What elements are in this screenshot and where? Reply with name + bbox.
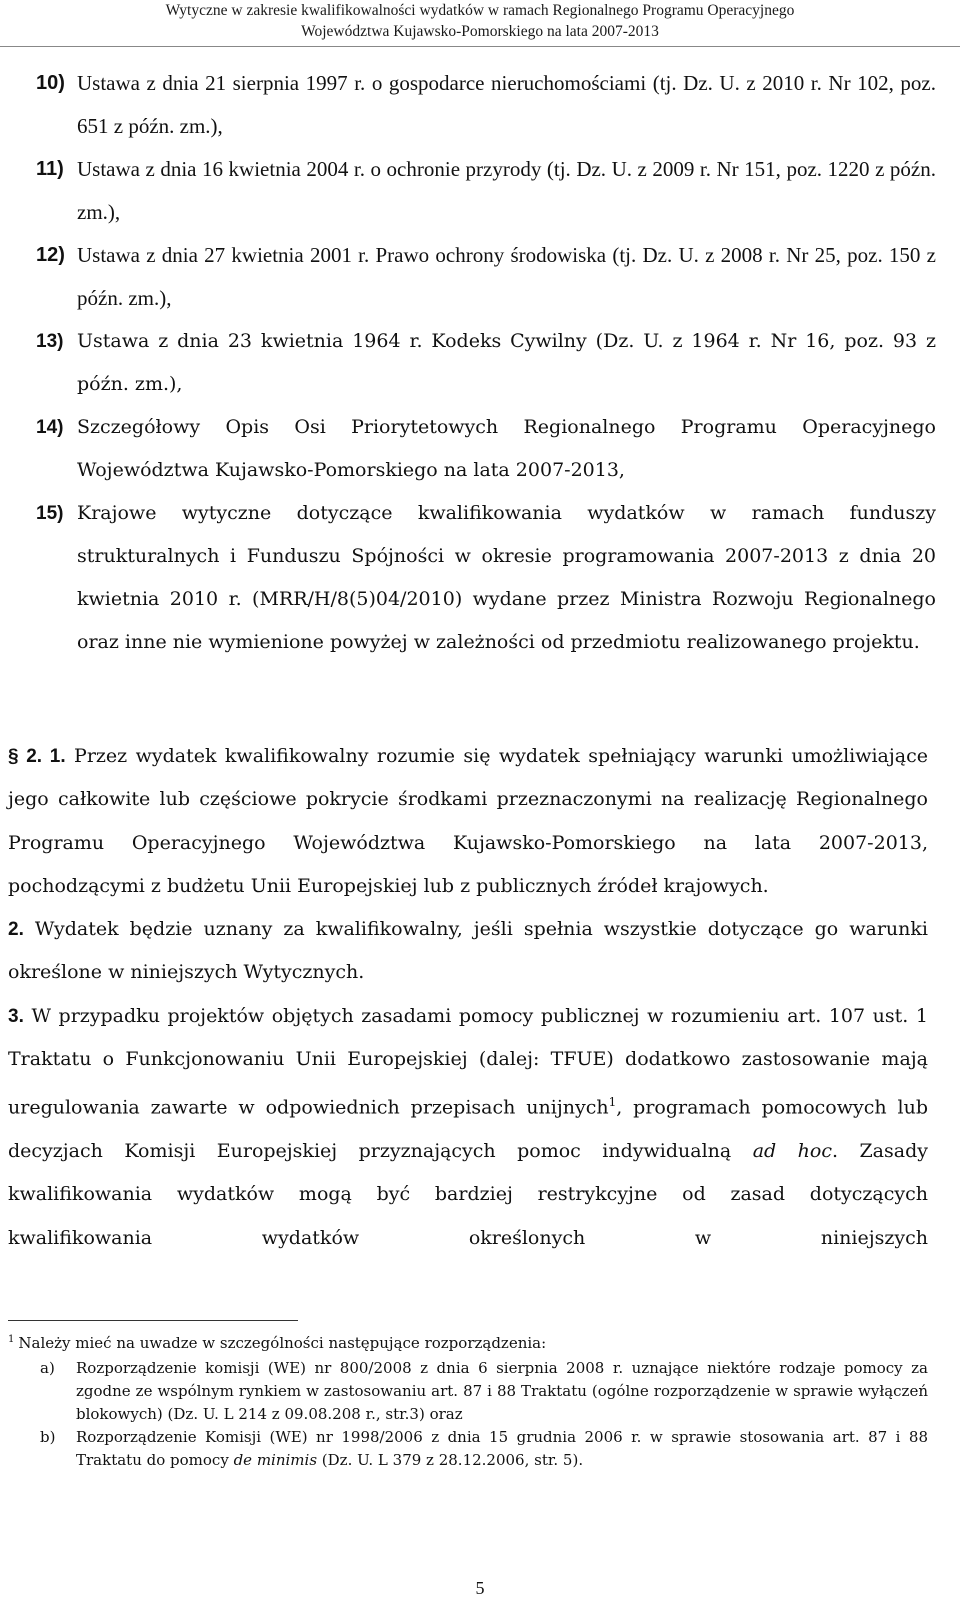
footnote-item-a xyxy=(8,1357,928,1426)
list-item-number: 11) xyxy=(36,158,64,180)
footnote-reference[interactable]: 1 xyxy=(608,1095,617,1110)
paragraph-3-text-a: W przypadku projektów objętych zasadami pomocy publicznej w rozumieniu art. 107 ust. 1 Traktatu o Funkcjonowaniu Unii Europejskiej (dalej: TFUE) dodatkowo zastosowanie mają uregulowania zawarte w odpowiednich przepisach unijnych xyxy=(8,1004,928,1119)
list-item xyxy=(0,406,960,492)
footnote-item-text-a: Rozporządzenie Komisji (WE) nr 1998/2006 z dnia 15 grudnia 2006 r. w sprawie stosowania art. 87 i 88 Traktatu do pomocy xyxy=(76,1428,928,1469)
paragraph-3-text-b: , programach pomocowych lub decyzjach Komisji Europejskiej przyznających pomoc indywidualną xyxy=(8,1096,928,1162)
list-item-text: Krajowe wytyczne dotyczące kwalifikowania wydatków w ramach funduszy strukturalnych i Funduszu Spójności w okresie programowania 2007-2013 z dnia 20 kwietnia 2010 r. (MRR/H/8(5)04/2010) wydane przez Ministra Rozwoju Regionalnego oraz inne nie wymienione powyżej w zależności od przedmiotu realizowanego projektu. xyxy=(77,502,936,653)
paragraph-3-italic: ad hoc xyxy=(752,1140,832,1162)
footnote-marker: 1 xyxy=(8,1334,15,1345)
paragraph-3-text-c: . Zasady kwalifikowania wydatków mogą być bardziej restrykcyjne od zasad dotyczących kwalifikowania wydatków określonych w niniejszych xyxy=(8,1140,928,1249)
list-item-number: 10) xyxy=(36,72,65,94)
list-item xyxy=(0,148,960,234)
footnote-intro-text: Należy mieć na uwadze w szczególności następujące rozporządzenia: xyxy=(18,1334,547,1352)
footnote-item-italic: de minimis xyxy=(233,1451,318,1469)
list-item-number: 15) xyxy=(36,503,64,524)
footnote-separator xyxy=(8,1320,298,1321)
paragraph-2 xyxy=(8,908,928,995)
list-item xyxy=(0,62,960,148)
paragraph-1-text: Przez wydatek kwalifikowalny rozumie się wydatek spełniający warunki umożliwiające jego całkowite lub częściowe pokrycie środkami przeznaczonymi na realizację Regionalnego Programu Operacyjnego Województwa Kujawsko-Pomorskiego na lata 2007-2013, pochodzącymi z budżetu Unii Europejskiej lub z publicznych źródeł krajowych. xyxy=(8,745,928,897)
running-header xyxy=(0,0,960,42)
legal-acts-list xyxy=(0,62,960,664)
paragraph-1 xyxy=(8,735,928,908)
footnote-item-text: Rozporządzenie komisji (WE) nr 800/2008 z dnia 6 sierpnia 2008 r. uznające niektóre rodzaje pomocy za zgodne ze wspólnym rynkiem w zastosowaniu art. 87 i 88 Traktatu (ogólne rozporządzenie w sprawie wyłączeń blokowych) (Dz. U. L 214 z 09.08.208 r., str.3) oraz xyxy=(76,1359,928,1423)
section-body xyxy=(8,735,928,1260)
header-line-1: Wytyczne w zakresie kwalifikowalności wydatków w ramach Regionalnego Programu Operacyjnego xyxy=(165,2,795,19)
list-item xyxy=(0,492,960,664)
paragraph-2-text: Wydatek będzie uznany za kwalifikowalny, jeśli spełnia wszystkie dotyczące go warunki określone w niniejszych Wytycznych. xyxy=(8,918,928,984)
header-line-2: Województwa Kujawsko-Pomorskiego na lata 2007-2013 xyxy=(301,23,659,40)
list-item xyxy=(0,320,960,406)
list-item-number: 14) xyxy=(36,417,64,438)
paragraph-3 xyxy=(8,995,928,1260)
footnote-item-letter: b) xyxy=(40,1428,56,1446)
paragraph-3-number: 3. xyxy=(8,1005,24,1027)
list-item-number: 12) xyxy=(36,244,65,266)
paragraph-2-number: 2. xyxy=(8,919,24,941)
header-rule xyxy=(0,46,960,47)
footnotes xyxy=(8,1328,928,1472)
list-item-text: Ustawa z dnia 21 sierpnia 1997 r. o gospodarce nieruchomościami (tj. Dz. U. z 2010 r. Nr 102, poz. 651 z późn. zm.), xyxy=(77,71,936,138)
list-item-text: Ustawa z dnia 16 kwietnia 2004 r. o ochronie przyrody (tj. Dz. U. z 2009 r. Nr 151, poz. 1220 z późn. zm.), xyxy=(77,157,936,224)
list-item-number: 13) xyxy=(36,331,64,352)
footnote-intro xyxy=(8,1328,928,1355)
list-item-text: Ustawa z dnia 27 kwietnia 2001 r. Prawo ochrony środowiska (tj. Dz. U. z 2008 r. Nr 25, poz. 150 z późn. zm.), xyxy=(77,243,936,310)
section-number: § 2. 1. xyxy=(8,746,66,767)
list-item xyxy=(0,234,960,320)
list-item-text: Ustawa z dnia 23 kwietnia 1964 r. Kodeks Cywilny (Dz. U. z 1964 r. Nr 16, poz. 93 z późn. zm.), xyxy=(77,330,936,395)
list-item-text: Szczegółowy Opis Osi Priorytetowych Regionalnego Programu Operacyjnego Województwa Kujawsko-Pomorskiego na lata 2007-2013, xyxy=(77,416,936,481)
footnote-item-b xyxy=(8,1426,928,1472)
footnote-item-letter: a) xyxy=(40,1359,55,1377)
page-number: 5 xyxy=(475,1578,485,1598)
footnote-item-text-b: (Dz. U. L 379 z 28.12.2006, str. 5). xyxy=(317,1451,584,1469)
